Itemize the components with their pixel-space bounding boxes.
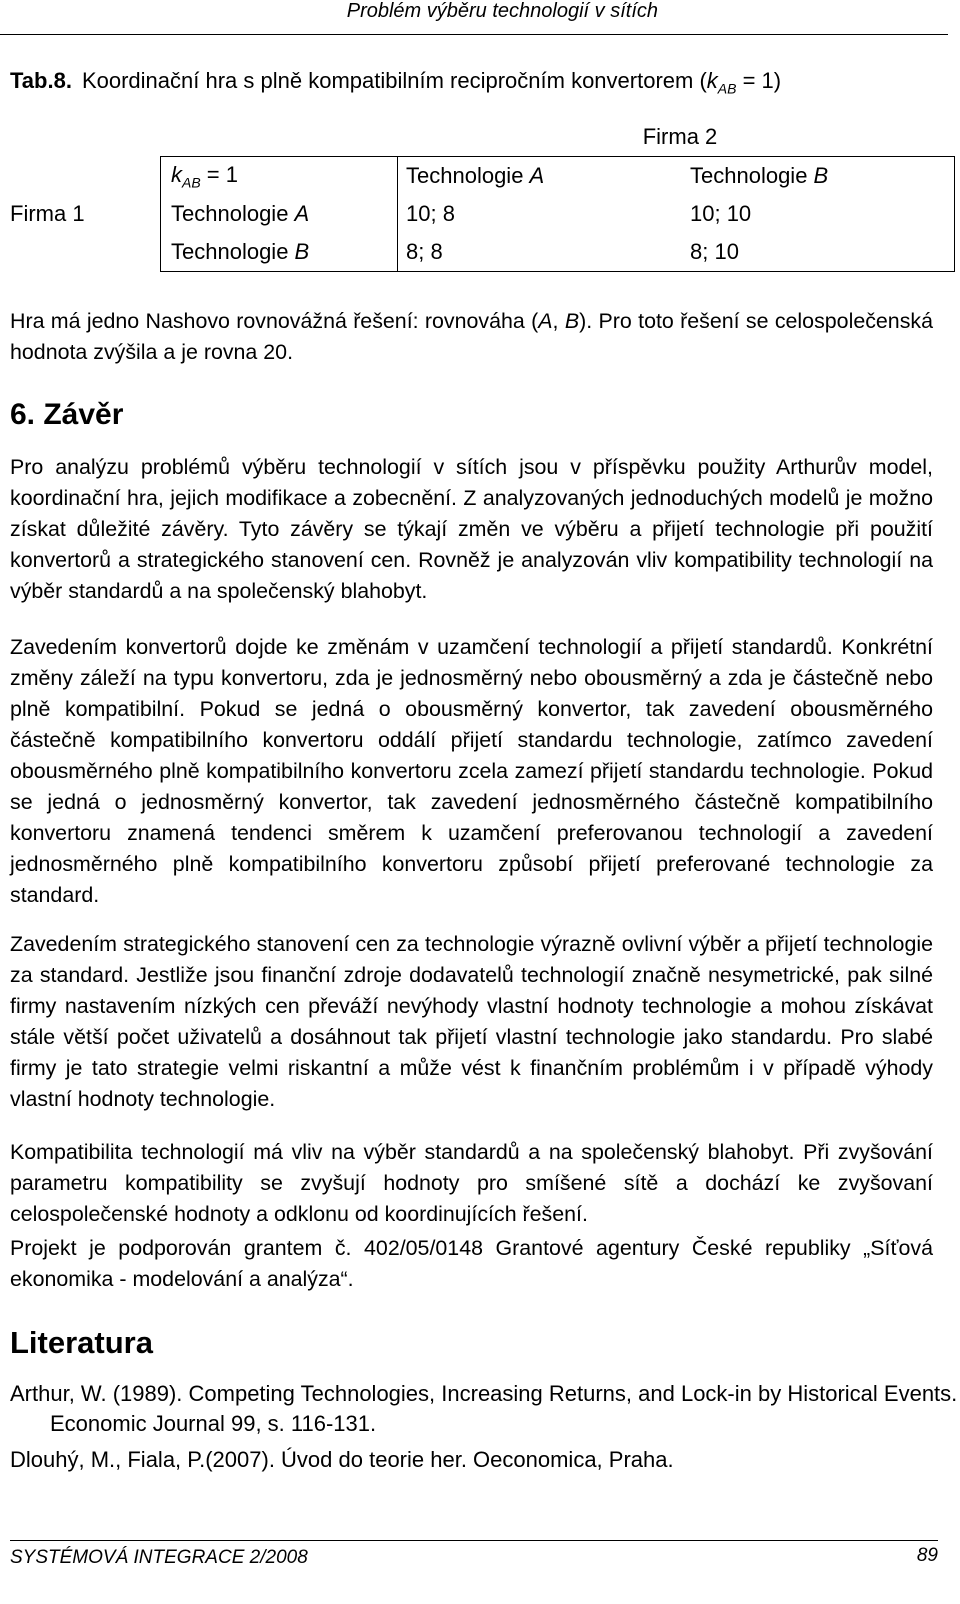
page-number: 89: [916, 1545, 938, 1566]
literature-title: Literatura: [10, 1325, 153, 1360]
table-row: [10, 118, 955, 157]
corner-cell: $k_{AB} = 1$: [161, 157, 398, 196]
firma2-header: Firma 2: [642, 124, 718, 149]
table-label: Tab.8.: [10, 68, 72, 93]
table-row: [10, 233, 955, 272]
page-footer: [10, 1540, 938, 1568]
section-title: 6. Závěr: [10, 398, 124, 431]
paragraph-1: Pro analýzu problémů výběru technologií v sítích jsou v příspěvku použity Arthurův model, koordinační hra, jejich modifikace a zobecnění. Z analyzovaných jednoduchých modelů je možno získat důležité závěry. Tyto závěry se týkají změn ve výběru a přijetí technologie při použití konvertorů a strategického stanovení cen. Rovněž je analyzován vliv kompatibility technologií na výběr standardů a na společenský blahobyt.: [10, 455, 933, 603]
payoff-table: [10, 118, 955, 272]
reference-2: Dlouhý, M., Fiala, P.(2007). Úvod do teorie her. Oeconomica, Praha.: [10, 1447, 674, 1472]
table-row: [10, 157, 955, 196]
paragraph-5: Projekt je podporován grantem č. 402/05/0148 Grantové agentury České republiky „Síťová ekonomika - modelování a analýza“.: [10, 1236, 933, 1291]
cell-ab: 10; 10: [682, 195, 955, 233]
row-header-b: Technologie B: [161, 233, 398, 272]
running-title: Problém výběru technologií v sítích: [346, 0, 658, 22]
reference-1: Arthur, W. (1989). Competing Technologies, Increasing Returns, and Lock-in by Historical Events. Economic Journal 99, s. 116-131.: [10, 1381, 958, 1436]
cell-bb: 8; 10: [682, 233, 955, 272]
table-row: [10, 195, 955, 233]
table-caption: Tab.8. Koordinační hra s plně kompatibilním recipročním konvertorem $(k_{AB} = 1)$: [10, 68, 782, 97]
equilibrium-paragraph: Hra má jedno Nashovo rovnovážná řešení: rovnováha (A, B). Pro toto řešení se celospolečenská hodnota zvýšila a je rovna 20.: [10, 309, 933, 364]
col-header-b: Technologie B: [682, 157, 955, 196]
running-header: [0, 0, 948, 35]
col-header-a: Technologie A: [398, 157, 683, 196]
row-header-a: Technologie A: [161, 195, 398, 233]
cell-aa: 10; 8: [398, 195, 683, 233]
paragraph-3: Zavedením strategického stanovení cen za technologie výrazně ovlivní výběr a přijetí technologie za standard. Jestliže jsou finanční zdroje dodavatelů technologií značně nesymetrické, pak silné firmy nastavením nízkých cen převáží nevýhody vlastní hodnoty technologie a mohou získávat stále větší počet uživatelů a dosáhnout tak přijetí vlastní technologie jako standardu. Pro slabé firmy je tato strategie velmi riskantní a může vést k finančním problémům i v případě výhody vlastní hodnoty technologie.: [10, 932, 933, 1111]
cell-ba: 8; 8: [398, 233, 683, 272]
paragraph-2: Zavedením konvertorů dojde ke změnám v uzamčení technologií a přijetí standardů. Konkrétní změny záleží na typu konvertoru, zda je jednosměrný nebo obousměrný a zda je částečně nebo plně kompatibilní. Pokud se jedná o obousměrný konvertor, tak zavedení obousměrného částečně kompatibilního konvertoru oddálí přijetí standardu technologie, zatímco zavedení obousměrného plně kompatibilního konvertoru zcela zamezí přijetí standardu technologie. Pokud se jedná o jednosměrný konvertor, tak zavedení jednosměrného částečně kompatibilního konvertoru znamená tendenci směrem k uzamčení preferovanou technologií a zavedení jednosměrného plně kompatibilního konvertoru způsobí přijetí preferované technologie za standard.: [10, 635, 933, 907]
paragraph-4: Kompatibilita technologií má vliv na výběr standardů a na společenský blahobyt. Při zvyšování parametru kompatibility se zvyšují hodnoty pro smíšené sítě a dochází ke zvyšovaní celospolečenské hodnoty a odklonu od koordinujících řešení.: [10, 1140, 933, 1226]
firma1-label: Firma 1: [10, 201, 85, 226]
journal-name: SYSTÉMOVÁ INTEGRACE 2/2008: [10, 1547, 308, 1568]
